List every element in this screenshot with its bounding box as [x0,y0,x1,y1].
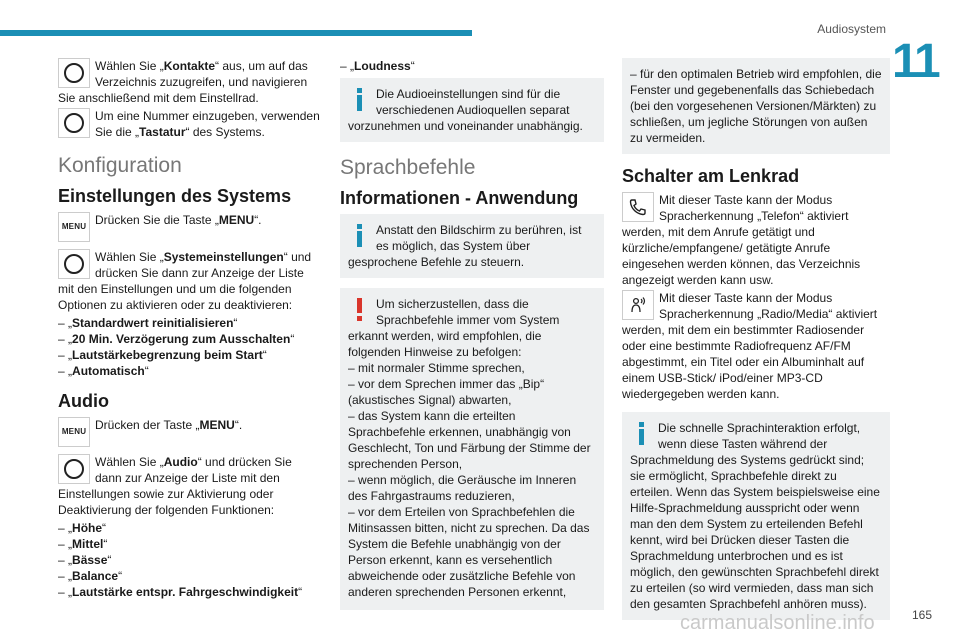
menu-paragraph: MENU Drücken Sie die Taste „MENU“. [58,212,320,243]
kontakte-paragraph: Wählen Sie „Kontakte“ aus, um auf das Verzeichnis zuzugreifen, und navigieren Sie anschließend mit dem Einstellrad. [58,59,308,105]
list-item: – „Standardwert reinitialisieren“ [58,316,238,330]
list-item: – „Höhe“ [58,521,107,535]
radio-paragraph: Mit dieser Taste kann der Modus Spracherkennung „Radio/Media“ aktiviert werden, mit dem ein bestimmter Radiosender oder eine bestimmte Radiofrequenz AF/FM abgestimmt, ein Titel oder ein Albuminhalt auf einem USB-Stick/ iPod/einer MP3-CD wiedergegeben werden kann. [622,291,878,401]
watermark: carmanualsonline.info [680,612,875,634]
list-item: – „Mittel“ [58,537,108,551]
menu-button-icon: MENU [58,212,90,242]
audio-paragraph: Wählen Sie „Audio“ und drücken Sie dann zur Anzeige der Liste mit den Einstellungen sowie zur Aktivierung oder Deaktivierung der folgenden Funktionen: [58,455,292,517]
warning-icon [350,298,370,322]
chapter-number: 11 [892,35,939,88]
info-icon [632,422,652,446]
voice-command-icon [622,290,654,320]
menu-button-icon: MENU [58,417,90,447]
list-item: – das System kann die erteilten Sprachbefehle erkennen, unabhängig von Geschlecht, Ton und Färbung der Stimme der sprechenden Person, [348,409,591,471]
list-item: – „Bässe“ [58,553,112,567]
info-note: Die schnelle Sprachinteraktion erfolgt, wenn diese Tasten während der Sprachmeldung des Systems gedrückt sind; sie ermöglicht, Sprachbefehle direkt zu erteilen. Wenn das System beispielsweise eine Hilfe-Sprachmeldung ausspricht oder wenn man den dem System zu erteilenden Befehl kennt, wird bei Drücken dieser Tasten die Sprachmeldung unterbrochen und es ist möglich, den gewünschten Sprachbefehl direkt zu erteilen (so wird vermieden, dass man sich den gesamten Sprachbefehl anhören muss). [622,412,890,620]
info-icon [350,88,370,112]
header-accent-bar [0,30,472,36]
list-item: – vor dem Erteilen von Sprachbefehlen die Mitinsassen bitten, nicht zu sprechen. Da das System die Befehle unabhängig von der Person erkennt, kann es versehentlich abweichende oder zusätzliche Befehle von anderen sprechenden Personen erkennt, [348,505,590,599]
note-continued: – für den optimalen Betrieb wird empfohlen, die Fenster und gegebenenfalls das Schiebedach (bei den vorgesehenen Versionen/Märkten) zu schließen, um jegliche Störungen von außen zu vermeiden. [622,58,890,154]
list-item: – „Automatisch“ [58,364,149,378]
dial-icon [58,108,90,138]
heading-einstellungen: Einstellungen des Systems [58,186,292,206]
page-number: 165 [911,608,932,622]
list-item: – „Lautstärke entspr. Fahrgeschwindigkeit“ [58,585,303,599]
info-note: Anstatt den Bildschirm zu berühren, ist es möglich, das System über gesprochene Befehle zu steuern. [340,214,604,278]
heading-informationen: Informationen - Anwendung [340,188,579,208]
dial-icon [58,454,90,484]
warning-note: Um sicherzustellen, dass die Sprachbefehle immer vom System erkannt werden, wird empfohlen, die folgenden Hinweise zu befolgen: – mit normaler Stimme sprechen, – vor dem Sprechen immer das „Bip“ (akustisches Signal) abwarten, – das System kann die erteilten Sprachbefehle erkennen, unabhängig von Geschlecht, Ton und Färbung der Stimme der sprechenden Person, – wenn möglich, die Geräusche im Inneren des Fahrgastraums reduzieren, – vor dem Erteilen von Sprachbefehlen die Mitinsassen bitten, nicht zu sprechen. Da das System die Befehle unabhängig von der Person erkennt, kann es versehentlich abweichende oder zusätzliche Befehle von anderen sprechenden Personen erkennt, [340,288,604,610]
info-icon [350,224,370,248]
heading-schalter: Schalter am Lenkrad [622,166,800,186]
option-list-audio [58,520,320,600]
section-heading-sprachbefehle: Sprachbefehle [340,156,476,179]
telefon-paragraph: Mit dieser Taste kann der Modus Spracherkennung „Telefon“ aktiviert werden, mit dem Anrufe getätigt und kürzliche/empfangene/ getätigte Anrufe eingesehen werden können, das Verzeichnis angezeigt werden kann usw. [622,193,861,287]
column-1 [58,58,320,600]
column-3 [622,58,890,630]
systemeinstellungen-paragraph: Wählen Sie „Systemeinstellungen“ und drücken Sie dann zur Anzeige der Liste mit den Einstellungen und um die folgenden Optionen zu aktivieren oder zu deaktivieren: [58,250,312,312]
running-header: Audiosystem [817,22,886,36]
list-item: – mit normaler Stimme sprechen, [348,361,525,375]
list-item: – „Balance“ [58,569,123,583]
info-note: Die Audioeinstellungen sind für die verschiedenen Audioquellen separat vorzunehmen und voneinander unabhängig. [340,78,604,142]
list-item-loudness: – „Loudness“ [340,59,415,73]
phone-icon [622,192,654,222]
dial-icon [58,58,90,88]
list-item: – „20 Min. Verzögerung zum Ausschalten“ [58,332,295,346]
tastatur-paragraph: Um eine Nummer einzugeben, verwenden Sie die „Tastatur“ des Systems. [58,108,320,140]
heading-audio: Audio [58,391,109,411]
menu-paragraph-2: MENU Drücken der Taste „MENU“. [58,417,320,448]
section-heading-konfiguration: Konfiguration [58,154,182,177]
list-item: – vor dem Sprechen immer das „Bip“ (akustisches Signal) abwarten, [348,377,545,407]
dial-icon [58,249,90,279]
option-list-system [58,315,320,379]
list-item: – wenn möglich, die Geräusche im Inneren des Fahrgastraums reduzieren, [348,473,577,503]
column-2 [340,58,604,620]
list-item: – „Lautstärkebegrenzung beim Start“ [58,348,267,362]
